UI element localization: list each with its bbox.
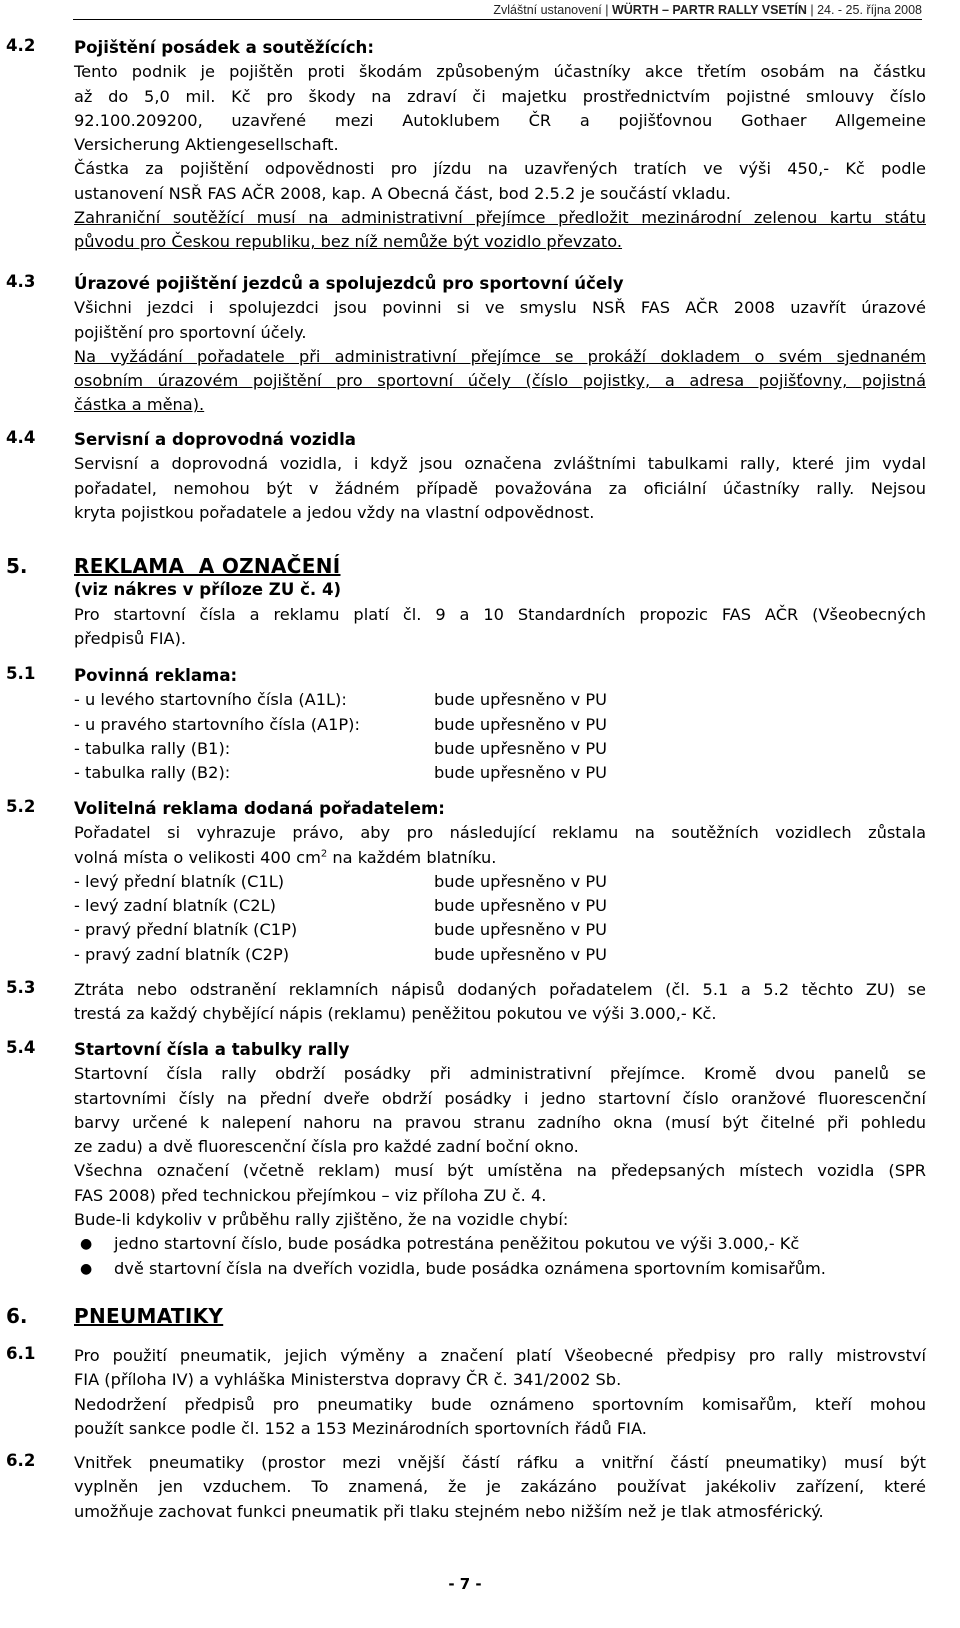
ad-value: bude upřesněno v PU	[434, 763, 608, 783]
text-line: Všichni jezdci i spolujezdci jsou povinni si ve smyslu NSŘ FAS AČR 2008 uzavřít úrazové	[74, 298, 926, 318]
text-line: Servisní a doprovodná vozidla, i když jsou označena zvláštními tabulkami rally, které jim vydal	[74, 454, 926, 474]
section-number: 6.1	[6, 1344, 36, 1363]
section-title: Startovní čísla a tabulky rally	[74, 1040, 350, 1059]
text-line: použít sankce podle čl. 152 a 153 Mezinárodních sportovních řádů FIA.	[74, 1418, 647, 1438]
text-line: Všechna označení (včetně reklam) musí být umístěna na předepsaných místech vozidla (SPR	[74, 1161, 926, 1181]
paragraph	[74, 1344, 926, 1393]
ad-row	[74, 737, 926, 761]
paragraph	[74, 1393, 926, 1442]
header-prefix: Zvláštní ustanovení |	[493, 3, 612, 17]
paragraph	[74, 452, 926, 525]
header-date: | 24. - 25. října 2008	[806, 3, 922, 17]
text-line: Pořadatel si vyhrazuje právo, aby pro následující reklamu na soutěžních vozidlech zůstala	[74, 823, 926, 843]
ad-row	[74, 918, 926, 942]
ad-label: - pravý přední blatník (C1P)	[74, 920, 298, 940]
section-title: Volitelná reklama dodaná pořadatelem:	[74, 799, 445, 818]
bullet-icon: ●	[80, 1236, 93, 1253]
text-line: Nedodržení předpisů pro pneumatiky bude oznámeno sportovním komisařům, kteří mohou	[74, 1394, 926, 1414]
bullet-text: dvě startovní čísla na dveřích vozidla, bude posádka oznámena sportovním komisařům.	[114, 1258, 826, 1278]
text-line: původu pro Českou republiku, bez níž nemůže být vozidlo převzato.	[74, 232, 623, 252]
text-line: Ztráta nebo odstranění reklamních nápisů dodaných pořadatelem (čl. 5.1 a 5.2 těchto ZU) se	[74, 980, 926, 999]
ad-value: bude upřesněno v PU	[434, 738, 608, 758]
chapter-title: PNEUMATIKY	[74, 1304, 224, 1328]
section-number: 6.2	[6, 1451, 36, 1470]
ad-row	[74, 688, 926, 712]
section-title: Úrazové pojištění jezdců a spolujezdců pro sportovní účely	[74, 274, 624, 293]
bullet-text: jedno startovní číslo, bude posádka potrestána peněžitou pokutou ve výši 3.000,- Kč	[114, 1234, 800, 1254]
ad-label: - pravý zadní blatník (C2P)	[74, 944, 290, 964]
ad-label: - u levého startovního čísla (A1L):	[74, 690, 347, 710]
text-line: Pro použití pneumatik, jejich výměny a značení platí Všeobecné předpisy pro rally mistrovství	[74, 1346, 926, 1365]
ad-value: bude upřesněno v PU	[434, 690, 608, 710]
ad-row	[74, 943, 926, 967]
text-line: 92.100.209200, uzavřené mezi Autoklubem ČR a pojišťovnou Gothaer Allgemeine	[74, 110, 926, 130]
paragraph	[74, 1062, 926, 1159]
text-line: osobním úrazovém pojištění pro sportovní účely (číslo pojistky, a adresa pojišťovny, pojistná	[74, 371, 926, 391]
text-line: Vnitřek pneumatiky (prostor mezi vnější částí ráfku a vnitřní částí pneumatiky) musí být	[74, 1453, 926, 1472]
text-line: Versicherung Aktiengesellschaft.	[74, 135, 339, 155]
text-line: startovními čísly na přední dveře obdrží posádky i jedno startovní číslo oranžové fluorescenční	[74, 1088, 926, 1108]
text-line: barvy určené k nalepení nahoru na pravou stranu zadního okna (musí být čitelné při pohledu	[74, 1112, 926, 1132]
ad-label: - levý zadní blatník (C2L)	[74, 896, 276, 916]
paragraph	[74, 157, 926, 206]
superscript: 2	[320, 848, 328, 860]
section-number: 5.1	[6, 664, 36, 683]
bullet-icon: ●	[80, 1260, 93, 1277]
text-line: Tento podnik je pojištěn proti škodám způsobeným účastníky akce třetím osobám na částku	[74, 62, 926, 82]
paragraph	[74, 296, 926, 345]
text-line: Pro startovní čísla a reklamu platí čl. 9 a 10 Standardních propozic FAS AČR (Všeobecných	[74, 604, 926, 624]
text-line: Bude-li kdykoliv v průběhu rally zjištěno, že na vozidle chybí:	[74, 1210, 569, 1230]
ad-label: - u pravého startovního čísla (A1P):	[74, 714, 360, 734]
text-fragment: na každém blatníku.	[327, 847, 497, 867]
paragraph	[74, 60, 926, 157]
ad-value: bude upřesněno v PU	[434, 871, 608, 891]
text-line: pořadatel, nemohou být v žádném případě považována za oficiální účastníky rally. Nejsou	[74, 478, 926, 498]
text-line: Na vyžádání pořadatele při administrativní přejímce se prokáží dokladem o svém sjednaném	[74, 346, 926, 366]
chapter-subtitle: (viz nákres v příloze ZU č. 4)	[74, 580, 342, 600]
text-line: umožňuje zachovat funkci pneumatik při tlaku stejném nebo nižším než je tlak atmosférický.	[74, 1501, 824, 1521]
text-line: trestá za každý chybějící nápis (reklamu) peněžitou pokutou ve výši 3.000,- Kč.	[74, 1004, 717, 1024]
section-title: Pojištění posádek a soutěžících:	[74, 38, 374, 57]
text-line: FIA (příloha IV) a vyhláška Ministerstva dopravy ČR č. 341/2002 Sb.	[74, 1370, 622, 1390]
section-number: 4.2	[6, 36, 36, 55]
chapter-number: 5.	[6, 554, 28, 578]
section-number: 4.3	[6, 272, 36, 291]
ad-value: bude upřesněno v PU	[434, 714, 608, 734]
ad-value: bude upřesněno v PU	[434, 896, 608, 916]
section-number: 5.3	[6, 978, 36, 997]
text-line: až do 5,0 mil. Kč pro škody na zdraví či majetku prostřednictvím pojistné smlouvy číslo	[74, 86, 926, 106]
chapter-title: REKLAMA A OZNAČENÍ	[74, 554, 341, 578]
page-number: - 7 -	[448, 1575, 482, 1593]
text-line: ze zadu) a dvě fluorescenční čísla pro každé zadní boční okno.	[74, 1137, 579, 1157]
page-header	[73, 3, 922, 20]
section-title: Servisní a doprovodná vozidla	[74, 430, 356, 449]
ad-label: - tabulka rally (B2):	[74, 763, 231, 783]
text-fragment: volná místa o velikosti 400 cm	[74, 847, 321, 867]
text-line: FAS 2008) před technickou přejímkou – viz příloha ZU č. 4.	[74, 1185, 547, 1205]
text-line: ustanovení NSŘ FAS AČR 2008, kap. A Obecná část, bod 2.5.2 je součástí vkladu.	[74, 183, 731, 203]
text-line: částka a měna).	[74, 395, 205, 415]
paragraph-underlined	[74, 345, 926, 418]
section-number: 4.4	[6, 428, 36, 447]
text-line: kryta pojistkou pořadatele a jedou vždy na vlastní odpovědnost.	[74, 502, 595, 522]
section-title: Povinná reklama:	[74, 666, 238, 685]
text-line: Částka za pojištění odpovědnosti pro jízdu na uzavřených tratích ve výši 450,- Kč podle	[74, 159, 926, 179]
ad-label: - levý přední blatník (C1L)	[74, 871, 285, 891]
text-line: vyplněn jen vzduchem. To znamená, že je zakázáno používat jakékoliv zařízení, které	[74, 1477, 926, 1497]
ad-label: - tabulka rally (B1):	[74, 738, 231, 758]
paragraph-underlined	[74, 206, 926, 255]
section-number: 5.2	[6, 797, 36, 816]
section-number: 5.4	[6, 1038, 36, 1057]
bullet-item	[74, 1257, 926, 1281]
bullet-item	[74, 1232, 926, 1256]
text-line: Zahraniční soutěžící musí na administrativní přejímce předložit mezinárodní zelenou kartu státu	[74, 208, 926, 228]
ad-row	[74, 870, 926, 894]
chapter-number: 6.	[6, 1304, 28, 1328]
header-rally-name: WÜRTH – PARTR RALLY VSETÍN	[611, 3, 807, 17]
paragraph	[74, 603, 926, 652]
ad-row	[74, 761, 926, 785]
text-line: pojištění pro sportovní účely.	[74, 322, 307, 342]
text-line: Startovní čísla rally obdrží posádky při administrativní přejímce. Kromě dvou panelů se	[74, 1064, 926, 1084]
ad-row	[74, 894, 926, 918]
ad-value: bude upřesněno v PU	[434, 944, 608, 964]
text-line: předpisů FIA).	[74, 628, 187, 648]
paragraph	[74, 1159, 926, 1208]
ad-value: bude upřesněno v PU	[434, 920, 608, 940]
ad-row	[74, 713, 926, 737]
text-line	[74, 846, 926, 870]
